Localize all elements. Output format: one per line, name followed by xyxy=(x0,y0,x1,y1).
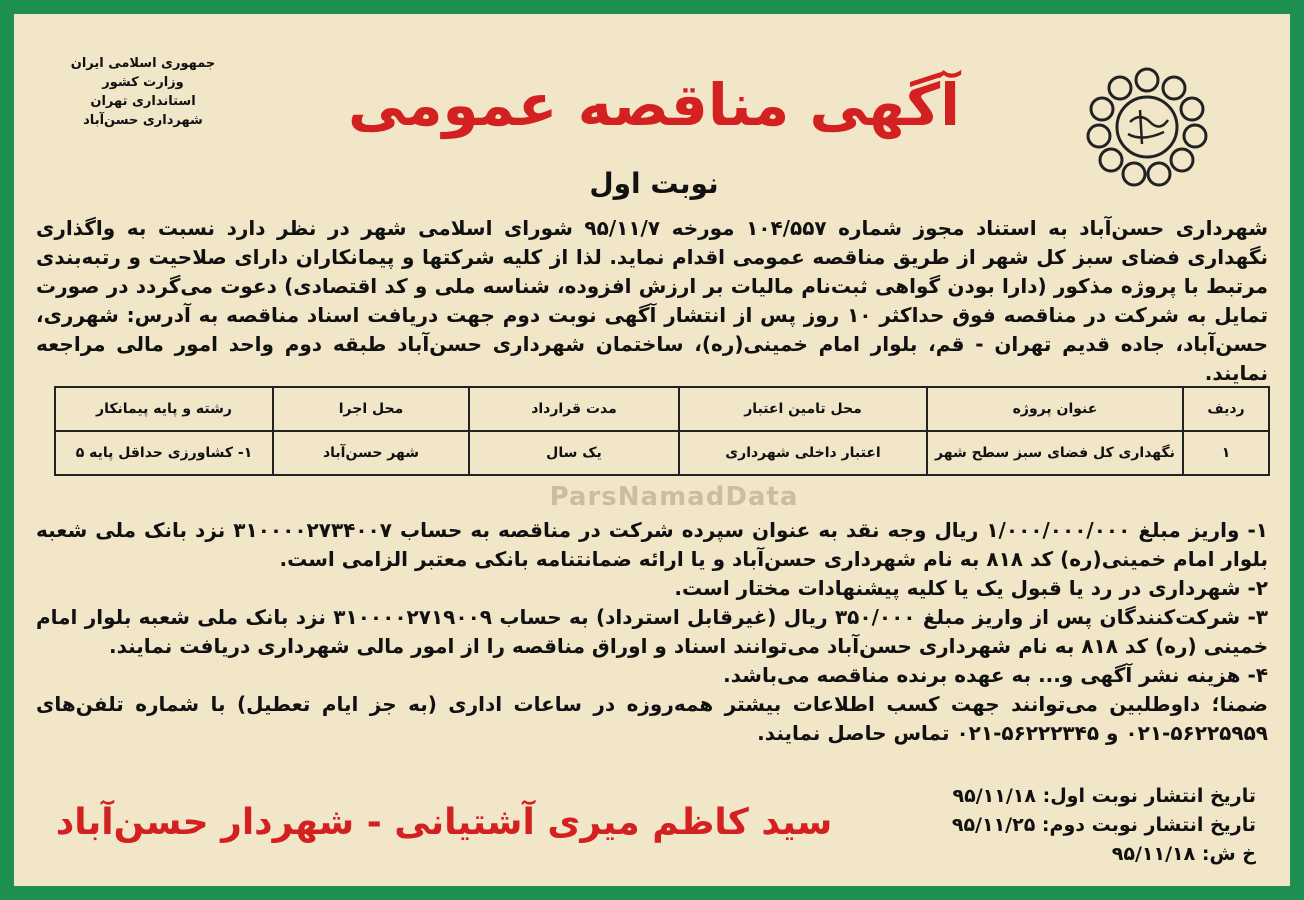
condition-item: ۲- شهرداری در رد یا قبول یک یا کلیه پیشنهادات مختار است. xyxy=(674,576,1268,600)
watermark-text: ParsNamadData xyxy=(549,482,799,512)
mayor-signature: سید کاظم میری آشتیانی - شهردار حسن‌آباد xyxy=(55,802,833,843)
municipality-logo-icon xyxy=(1082,62,1212,192)
ministry-line: وزارت کشور xyxy=(102,75,184,90)
issuer-header xyxy=(48,54,238,130)
publication-dates xyxy=(916,782,1256,869)
table-header-cell: ردیف xyxy=(1183,387,1269,431)
republic-line: جمهوری اسلامی ایران xyxy=(70,56,216,71)
first-publication-date: تاریخ انتشار نوبت اول: ۹۵/۱۱/۱۸ xyxy=(952,785,1256,807)
table-header-cell: عنوان پروژه xyxy=(927,387,1183,431)
condition-item: ۳- شرکت‌کنندگان پس از واریز مبلغ ۳۵۰/۰۰۰ ریال (غیرقابل استرداد) به حساب ۳۱۰۰۰۰۲۷۱۹۰۰۹ نزد بانک ملی شعبه بلوار امام خمینی (ره) کد ۸۱۸ به نام شهرداری حسن‌آباد می‌توانند اسناد و اوراق مناقصه را از امور مالی شهرداری دریافت نمایند. xyxy=(36,605,1268,658)
table-cell: شهر حسن‌آباد xyxy=(273,431,469,475)
notice-title: آگهی مناقصه عمومی xyxy=(347,71,961,139)
project-table xyxy=(54,386,1270,476)
code-date: خ ش: ۹۵/۱۱/۱۸ xyxy=(1111,843,1256,865)
table-header-cell: محل تامین اعتبار xyxy=(679,387,927,431)
tender-notice xyxy=(14,14,1290,886)
table-row xyxy=(55,431,1269,475)
municipality-line: شهرداری حسن‌آباد xyxy=(83,113,203,128)
table-cell: یک سال xyxy=(469,431,679,475)
table-cell: نگهداری کل فضای سبز سطح شهر xyxy=(927,431,1183,475)
second-publication-date: تاریخ انتشار نوبت دوم: ۹۵/۱۱/۲۵ xyxy=(951,814,1256,836)
table-header-cell: محل اجرا xyxy=(273,387,469,431)
table-cell: ۱- کشاورزی حداقل پایه ۵ xyxy=(55,431,273,475)
notice-round: نوبت اول xyxy=(589,167,719,200)
table-header-cell: رشته و پایه پیمانکار xyxy=(55,387,273,431)
table-cell: ۱ xyxy=(1183,431,1269,475)
table-header-cell: مدت قرارداد xyxy=(469,387,679,431)
governorate-line: استانداری تهران xyxy=(90,94,196,109)
table-header-row xyxy=(55,387,1269,431)
conditions-list xyxy=(36,516,1268,748)
intro-paragraph: شهرداری حسن‌آباد به استناد مجوز شماره ۱۰۴/۵۵۷ مورخه ۹۵/۱۱/۷ شورای اسلامی شهر در نظر دارد نسبت به واگذاری نگهداری فضای سبز کل شهر از طریق مناقصه عمومی اقدام نماید. لذا از کلیه شرکتها و پیمانکاران دارای صلاحیت و رتبه‌بندی مرتبط با پروژه مذکور (دارا بودن گواهی ثبت‌نام مالیات بر ارزش افزوده، شناسه ملی و کد اقتصادی) دعوت می‌گردد در صورت تمایل به شرکت در مناقصه فوق حداکثر ۱۰ روز پس از انتشار آگهی نوبت دوم جهت دریافت اسناد مناقصه به آدرس: شهرری، حسن‌آباد، جاده قدیم تهران - قم، بلوار امام خمینی(ره)، ساختمان شهرداری حسن‌آباد طبقه دوم واحد امور مالی مراجعه نمایند. xyxy=(36,216,1268,385)
condition-item: ۱- واریز مبلغ ۱/۰۰۰/۰۰۰/۰۰۰ ریال وجه نقد به عنوان سپرده شرکت در مناقصه به حساب ۳۱۰۰۰۰۲۷۳۴۰۰۷ نزد بانک ملی شعبه بلوار امام خمینی(ره) کد ۸۱۸ به نام شهرداری حسن‌آباد و یا ارائه ضمانتنامه بانکی معتبر الزامی است. xyxy=(36,518,1268,571)
condition-item: ۴- هزینه نشر آگهی و... به عهده برنده مناقصه می‌باشد. xyxy=(723,663,1268,687)
table-cell: اعتبار داخلی شهرداری xyxy=(679,431,927,475)
contact-note: ضمنا؛ داوطلبین می‌توانند جهت کسب اطلاعات بیشتر همه‌روزه در ساعات اداری (به جز ایام تعطیل) با شماره تلفن‌های ۵۶۲۲۵۹۵۹-۰۲۱ و ۵۶۲۲۲۳۴۵-۰۲۱ تماس حاصل نمایند. xyxy=(36,692,1268,745)
